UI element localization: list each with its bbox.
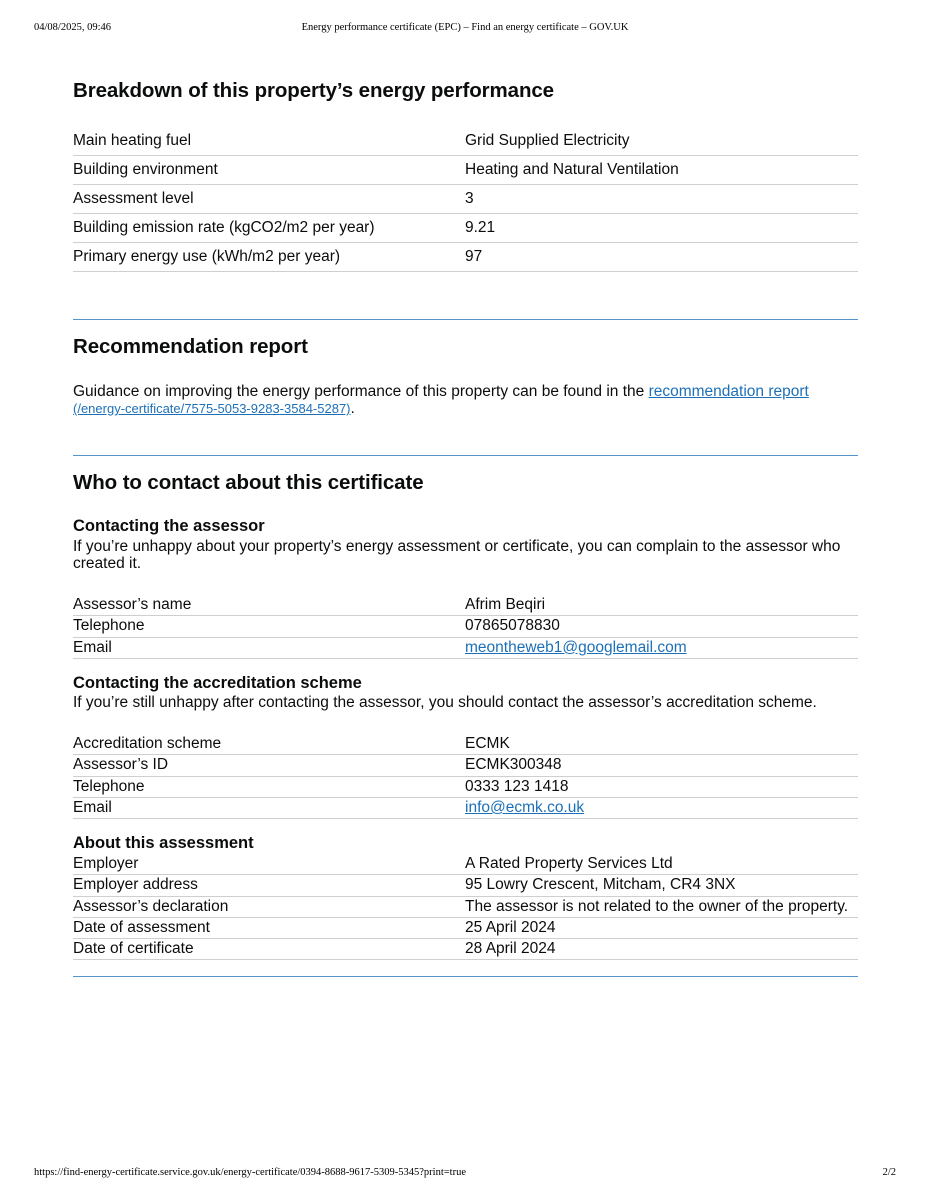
row-label: Building environment [73,161,218,178]
row-value: 25 April 2024 [465,918,556,936]
scheme-text: If you’re still unhappy after contacting the assessor, you should contact the assessor’s accreditation scheme. [73,694,817,711]
row-value: ECMK [465,735,510,752]
row-label: Telephone [73,617,145,635]
print-datetime: 04/08/2025, 09:46 [34,22,112,33]
table-row [73,755,858,776]
row-label: Assessor’s ID [73,756,169,774]
table-row [73,734,858,755]
print-page-title: Energy performance certificate (EPC) – Find an energy certificate – GOV.UK [301,22,629,33]
assessor-heading: Contacting the assessor [73,517,265,535]
table-row [73,918,858,939]
table-row [73,243,858,272]
table-row [73,777,858,798]
section-divider [73,319,858,320]
page-number: 2/2 [882,1167,896,1178]
scheme-heading: Contacting the accreditation scheme [73,674,362,692]
row-label: Email [73,638,112,656]
breakdown-heading: Breakdown of this property’s energy performance [73,79,554,102]
row-value: 3 [465,190,474,207]
row-label: Date of certificate [73,940,194,958]
recommendation-text [73,383,858,417]
recommendation-intro: Guidance on improving the energy performance of this property can be found in the [73,383,649,400]
row-label: Primary energy use (kWh/m2 per year) [73,248,341,265]
recommendation-report-link[interactable]: recommendation report [648,383,809,400]
row-label: Main heating fuel [73,132,192,149]
table-row [73,156,858,185]
table-row [73,595,858,616]
scheme-email-link[interactable]: info@ecmk.co.uk [465,798,585,816]
table-row [73,638,858,659]
row-label: Date of assessment [73,918,210,936]
section-divider [73,455,858,456]
row-label: Assessment level [73,190,194,207]
table-row [73,185,858,214]
row-value: ECMK300348 [465,756,562,774]
print-footer [0,1167,930,1181]
row-value: 97 [465,248,483,265]
scheme-table [73,734,858,819]
row-value: Grid Supplied Electricity [465,132,630,149]
section-divider [73,976,858,977]
trailing-period: . [350,400,355,417]
about-table [73,854,858,960]
recommendation-report-url[interactable]: (/energy-certificate/7575-5053-9283-3584-5287) [73,401,351,416]
row-label: Telephone [73,777,145,795]
row-label: Building emission rate (kgCO2/m2 per year) [73,219,375,236]
row-label: Accreditation scheme [73,735,222,752]
row-value: 95 Lowry Crescent, Mitcham, CR4 3NX [465,876,736,894]
table-row [73,616,858,637]
contact-heading: Who to contact about this certificate [73,471,424,494]
row-value: Afrim Beqiri [465,596,546,613]
print-url: https://find-energy-certificate.service.gov.uk/energy-certificate/0394-8688-9617-5309-5345?print=true [34,1167,466,1178]
row-label: Employer [73,855,139,872]
assessor-text: If you’re unhappy about your property’s energy assessment or certificate, you can complain to the assessor who created it. [73,538,841,572]
row-value: 9.21 [465,219,496,236]
table-row [73,939,858,960]
recommendation-heading: Recommendation report [73,335,308,358]
assessor-email-link[interactable]: meontheweb1@googlemail.com [465,638,687,656]
row-value: 28 April 2024 [465,940,556,958]
table-row [73,875,858,896]
row-label: Assessor’s declaration [73,897,229,915]
breakdown-table [73,127,858,272]
row-label: Assessor’s name [73,596,192,613]
table-row [73,214,858,243]
table-row [73,854,858,875]
about-heading: About this assessment [73,834,254,852]
row-value: 0333 123 1418 [465,777,569,795]
row-label: Email [73,798,112,816]
assessor-table [73,595,858,659]
table-row [73,798,858,819]
row-value: Heating and Natural Ventilation [465,161,679,178]
row-value: 07865078830 [465,617,560,635]
table-row [73,897,858,918]
row-value: A Rated Property Services Ltd [465,855,673,872]
print-header [0,22,930,36]
table-row [73,127,858,156]
row-label: Employer address [73,876,198,894]
row-value: The assessor is not related to the owner of the property. [465,897,849,915]
